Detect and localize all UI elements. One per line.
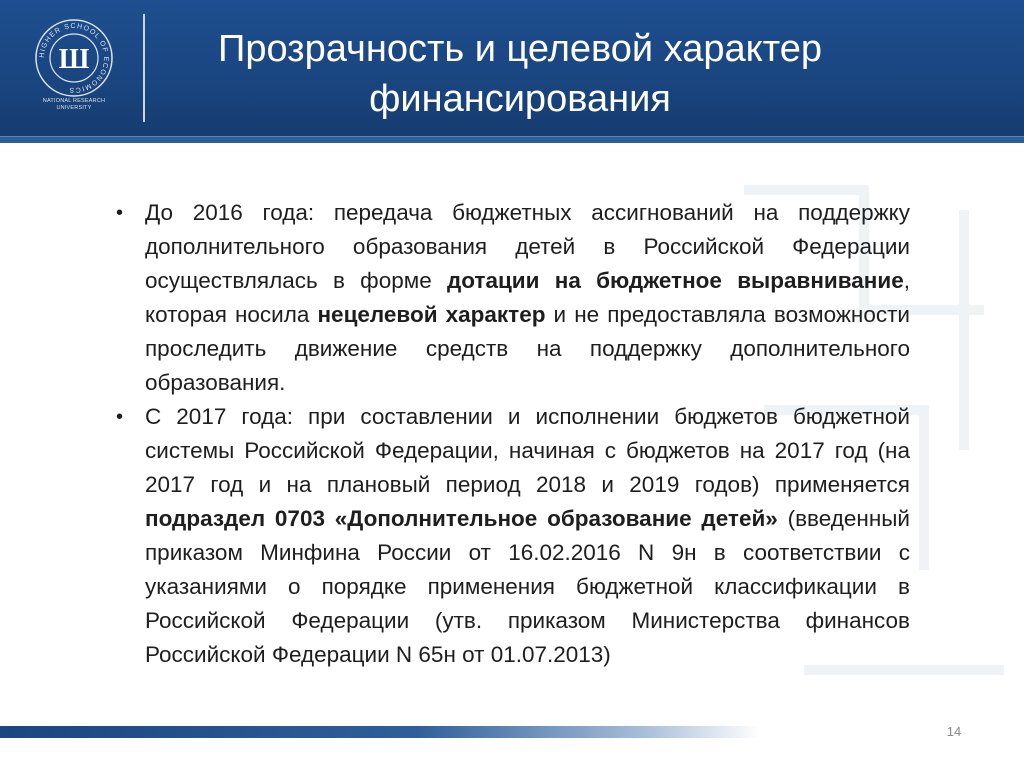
title-line-1: Прозрачность и целевой характер [218, 28, 822, 70]
bullet-item-2: • С 2017 года: при составлении и исполнении бюджетов бюджетной системы Российской Федерации, начиная с бюджетов на 2017 год (на 2017 год и на плановый период 2018 и 2019 годов) применяется подраздел 0703 «Дополнительное образование детей» (введенный приказом Минфина России от 16.02.2016 N 9н в соответствии с указаниями о порядке применения бюджетной классификации в Российской Федерации (утв. приказом Министерства финансов Российской Федерации N 65н от 01.07.2013) [108, 400, 910, 672]
bullet-item-1: • До 2016 года: передача бюджетных ассигнований на поддержку дополнительного образования детей в Российской Федерации осуществлялась в форме дотации на бюджетное выравнивание, которая носила нецелевой характер и не предоставляла возможности проследить движение средств на поддержку дополнительного образования. [108, 196, 910, 400]
logo-caption: NATIONAL RESEARCH UNIVERSITY [42, 98, 106, 111]
bold-phrase: дотации на бюджетное выравнивание [446, 268, 904, 293]
page-number: 14 [946, 724, 962, 739]
bullet-dot: • [116, 202, 124, 224]
bold-phrase: подраздел 0703 «Дополнительное образование детей» [145, 506, 778, 531]
logo-ring-text: HIGHER SCHOOL OF ECONOMICS [38, 22, 110, 94]
header-divider [143, 14, 145, 122]
svg-text:Ш: Ш [58, 44, 90, 75]
hse-logo [28, 16, 120, 120]
bold-phrase: нецелевой характер [317, 302, 546, 327]
title-line-2: финансирования [369, 78, 671, 120]
logo-emblem-icon [28, 16, 120, 100]
footer-bar [0, 726, 760, 738]
header-underline [0, 136, 1024, 143]
slide-body [108, 196, 910, 672]
bullet-dot: • [116, 406, 124, 428]
slide-title [150, 24, 890, 124]
header-bar [0, 0, 1024, 136]
